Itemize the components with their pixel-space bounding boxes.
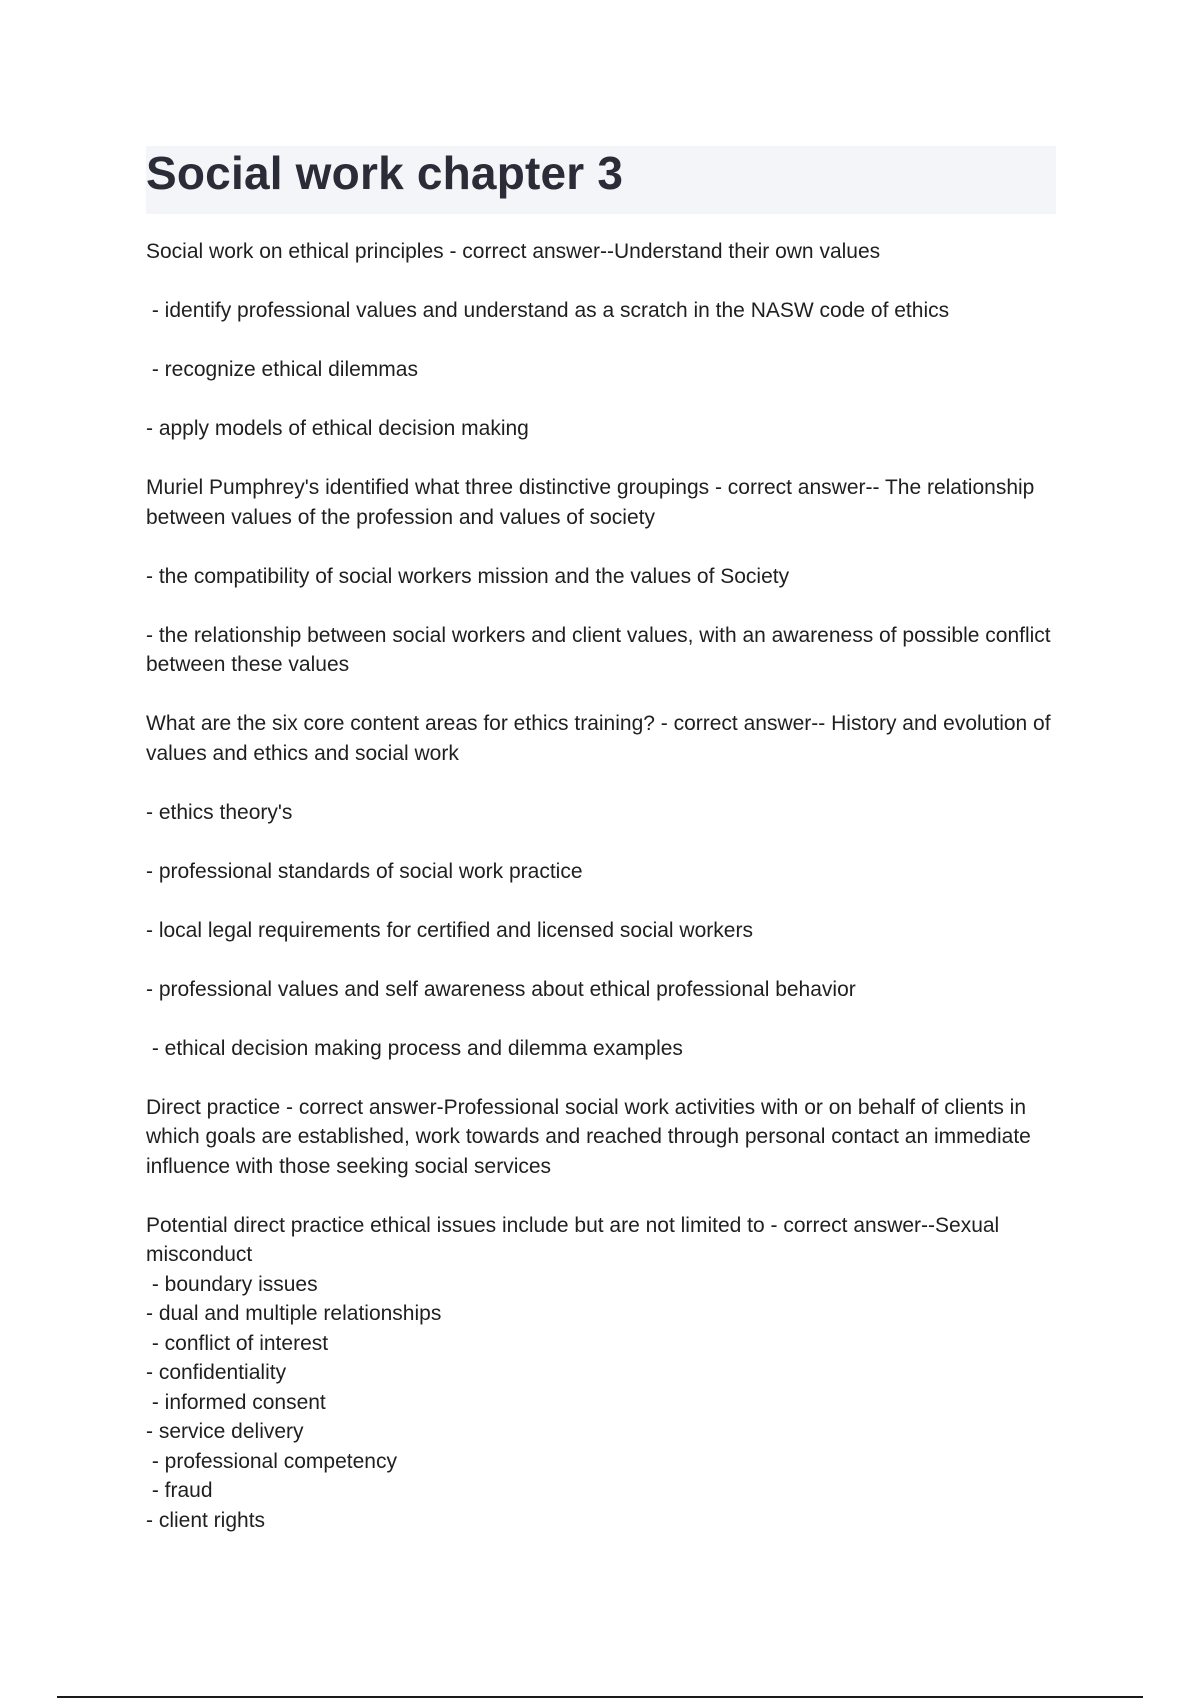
paragraph: Direct practice - correct answer-Professional social work activities with or on behalf of clients in which goals are established, work towards and reached through personal contact an immediate influence with those seeking social services	[146, 1095, 1037, 1178]
paragraph: - professional values and self awareness about ethical professional behavior	[146, 977, 856, 1001]
paragraph: - ethics theory's	[146, 800, 293, 824]
paragraph: - local legal requirements for certified and licensed social workers	[146, 918, 753, 942]
list-item: - conflict of interest	[146, 1331, 329, 1355]
list-item: - boundary issues	[146, 1272, 318, 1296]
list-item: - fraud	[146, 1479, 213, 1502]
list-item: - service delivery	[146, 1420, 304, 1443]
document-body	[146, 237, 1066, 1535]
page-title: Social work chapter 3	[146, 147, 624, 199]
paragraph: - apply models of ethical decision making	[146, 417, 529, 440]
list-item: - informed consent	[146, 1390, 326, 1414]
paragraph: Muriel Pumphrey's identified what three distinctive groupings - correct answer-- The relationship between values of the profession and values of society	[146, 476, 1041, 529]
paragraph: - ethical decision making process and dilemma examples	[146, 1036, 683, 1060]
paragraph: Social work on ethical principles - correct answer--Understand their own values	[146, 240, 881, 263]
footer-divider	[57, 1696, 1143, 1698]
list-item: - dual and multiple relationships	[146, 1302, 442, 1325]
paragraph: What are the six core content areas for ethics training? - correct answer-- History and evolution of values and ethics and social work	[146, 712, 1057, 765]
paragraph: - recognize ethical dilemmas	[146, 358, 418, 381]
list-intro: Potential direct practice ethical issues include but are not limited to - correct answer--Sexual misconduct	[146, 1213, 1006, 1266]
list-item: - confidentiality	[146, 1361, 287, 1384]
paragraph: - identify professional values and understand as a scratch in the NASW code of ethics	[146, 299, 950, 322]
list-item: - client rights	[146, 1508, 266, 1532]
ethical-issues-list	[146, 1211, 1066, 1536]
paragraph: - the compatibility of social workers mission and the values of Society	[146, 564, 790, 588]
paragraph: - professional standards of social work practice	[146, 859, 583, 883]
list-item: - professional competency	[146, 1449, 397, 1473]
paragraph: - the relationship between social workers and client values, with an awareness of possible conflict between these values	[146, 623, 1057, 676]
